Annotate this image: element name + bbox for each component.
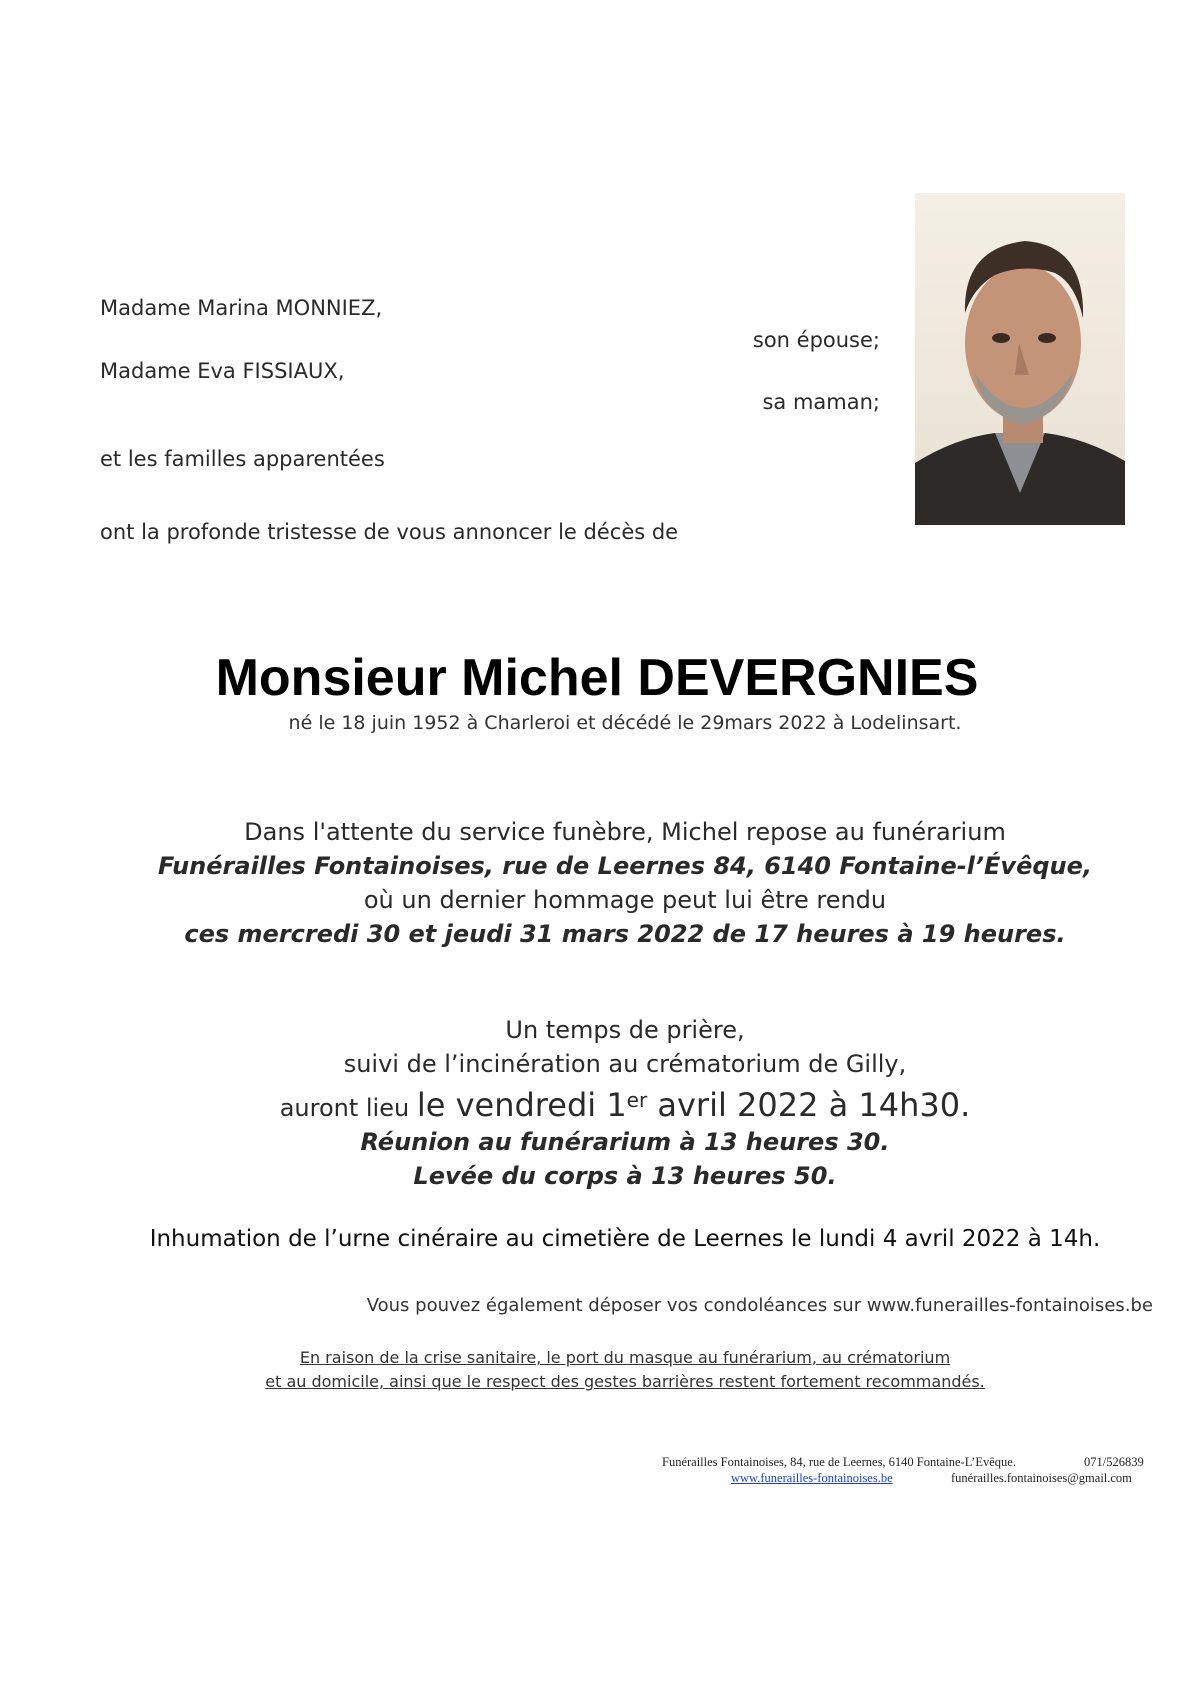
ceremony-date-prefix: auront lieu (279, 1094, 417, 1122)
health-notice-line-1: En raison de la crise sanitaire, le port du masque au funérarium, au crématorium (299, 1348, 951, 1367)
deceased-name: Monsieur Michel DEVERGNIES (215, 649, 979, 707)
family-member-1-name: Madame Marina MONNIEZ, (100, 296, 383, 320)
family-member-1-relation: son épouse; (752, 328, 880, 352)
portrait-photo (915, 193, 1125, 525)
birth-death-dates: né le 18 juin 1952 à Charleroi et décédé le 29mars 2022 à Lodelinsart. (288, 712, 962, 734)
footer-email: funérailles.fontainoises@gmail.com (951, 1471, 1132, 1485)
condolences-text: Vous pouvez également déposer vos condoléances sur www.funerailles-fontainoises.be (366, 1295, 1153, 1316)
footer-website-link[interactable]: www.funerailles-fontainoises.be (731, 1471, 893, 1485)
visitation-location: Funérailles Fontainoises, rue de Leernes 84, 6140 Fontaine-l’Évêque, (157, 852, 1093, 880)
inhumation-text: Inhumation de l’urne cinéraire au cimetière de Leernes le lundi 4 avril 2022 à 14h. (149, 1226, 1101, 1252)
ceremony-date-sup: er (626, 1088, 648, 1112)
footer-address: Funérailles Fontainoises, 84, rue de Leernes, 6140 Fontaine-L’Evêque. (662, 1455, 1016, 1469)
meeting-time: Réunion au funérarium à 13 heures 30. (360, 1128, 890, 1156)
visitation-line-3: où un dernier hommage peut lui être rendu (363, 886, 887, 914)
ceremony-line-2: suivi de l’incinération au crématorium de Gilly, (343, 1050, 907, 1078)
ceremony-date (0, 1083, 1194, 1125)
visitation-dates: ces mercredi 30 et jeudi 31 mars 2022 de 17 heures à 19 heures. (184, 920, 1066, 948)
departure-time: Levée du corps à 13 heures 50. (413, 1162, 837, 1190)
health-notice-line-2: et au domicile, ainsi que le respect des gestes barrières restent fortement recommandés. (265, 1372, 985, 1391)
announcement-text: ont la profonde tristesse de vous annoncer le décès de (100, 520, 679, 544)
visitation-line-1: Dans l'attente du service funèbre, Michel repose au funérarium (244, 818, 1006, 846)
ceremony-date-b: avril 2022 à 14h30. (647, 1086, 971, 1124)
ceremony-line-1: Un temps de prière, (505, 1016, 745, 1044)
extended-family: et les familles apparentées (100, 447, 385, 471)
family-member-2-relation: sa maman; (762, 390, 880, 414)
footer-website[interactable] (731, 1471, 893, 1486)
footer-phone: 071/526839 (1084, 1455, 1144, 1469)
family-member-2-name: Madame Eva FISSIAUX, (100, 359, 345, 383)
ceremony-date-a: le vendredi 1 (416, 1086, 627, 1124)
